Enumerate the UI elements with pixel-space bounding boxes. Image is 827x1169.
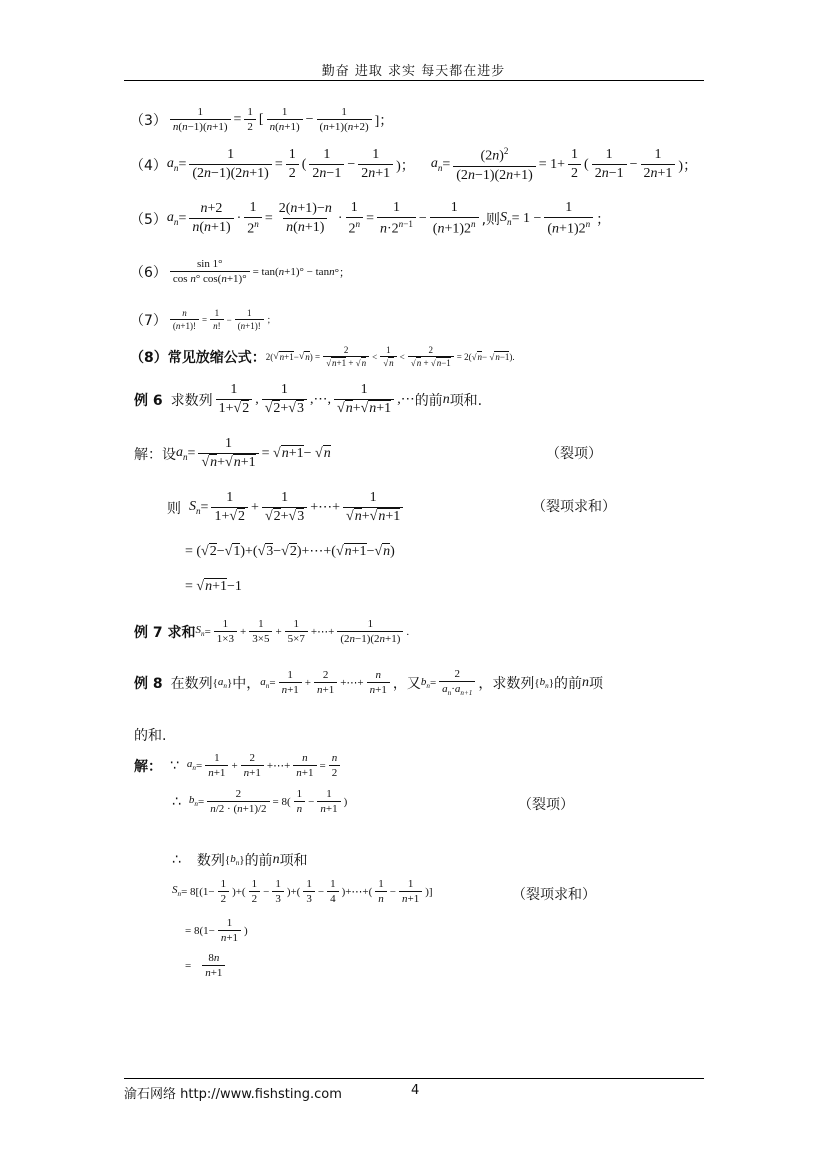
note-liexiang-qiuhe-1: （裂项求和） xyxy=(532,499,616,515)
solution-8-line1: 解： ∵ $a_n$ = $\frac{1}{n+1}$ + $\frac{2}{n+1}$ +⋯+ $\frac{n}{n+1}$ = $\frac{n}{2}$ xyxy=(134,752,343,779)
formula-5: （5） $a_n$ = $\frac{n+2}{n(n+1)}$ · $\frac{1}{2^n}$ = $\frac{2(n+1)-n}{n(n+1)}$ · $\frac{1}{2^n}$ = $\frac{1}{n\cdot 2^{n-1}}$ − $\frac{1}{(n+1)2^n}$ ,则 $S_n$ = 1 − $\frac{1}{(n+1)2^n}$ ； xyxy=(130,200,611,237)
formula-6: （6） $\frac{\sin 1^\circ}{\text{cos n° cos(n+1)°}}$ = tan( n +1)° − tan n °； xyxy=(130,258,350,285)
page-header: 勤奋 进取 求实 每天都在进步 xyxy=(321,64,506,79)
example-8: 例 8 在数列 { $a_n$ } 中， $a_n$ = $\frac{1}{n+1}$ + $\frac{2}{n+1}$ +⋯+ $\frac{n}{n+1}$ ，又 $b_n$ = $\frac{2}{a_n\cdot a_{n+1}}$ ，求数列 { $b_n$ } 的前 n 项 xyxy=(134,668,604,698)
solution-8-line4: $S_n$ = 8[(1− $\frac{1}{2}$ )+( $\frac{1}{2}$ − $\frac{1}{3}$ )+( $\frac{1}{3}$ − $\frac{1}{4}$ )+⋯+( $\frac{1}{n}$ − $\frac{1}{n+1}$ )] xyxy=(172,878,433,905)
header-rule xyxy=(124,80,704,81)
solution-6-line4: = √ n+1 −1 xyxy=(185,578,242,594)
formula-8: （8）常见放缩公式： 2( √ n+1 − √ n ) = $\frac{2}{√n+1 + √n}$ < $\frac{1}{√n}$ < $\frac{2}{√n + √n-1}$ = 2(√ n − √ n−1 ). xyxy=(130,345,515,368)
page-number: 4 xyxy=(411,1083,420,1098)
footer-site: 渝石网络 http://www.fishsting.com xyxy=(124,1087,342,1102)
example-7: 例 7 求和 $S_n$ = $\frac{1}{1\times 3}$ + $\frac{1}{3\times 5}$ + $\frac{1}{5\times 7}$ +⋯+ $\frac{1}{(2n-1)(2n+1)}$ . xyxy=(134,618,410,645)
solution-6-line2: 则 $S_n$ = $\frac{1}{1+√2}$ + $\frac{1}{√2+√3}$ +⋯+ $\frac{1}{√n+√n+1}$ xyxy=(167,490,406,525)
solution-6-line1: 解：设 $a_n$ = $\frac{1}{√n+√n+1}$ = √ n+1 − √ n xyxy=(134,436,331,470)
solution-6-line3: = (√ 2 −√ 1 )+(√ 3 −√ 2 )+⋯+(√ n+1 −√ n ) xyxy=(185,543,395,559)
example-8-cont: 的和. xyxy=(134,728,167,744)
solution-8-line2: ∴ $b_n$ = $\frac{2}{n/2 \cdot (n+1)/2}$ = 8( $\frac{1}{n}$ − $\frac{1}{n+1}$ ) xyxy=(172,788,348,815)
note-liexiang-2: （裂项） xyxy=(518,797,574,813)
formula-7: （7） $\frac{n}{(n+1)!}$ = $\frac{1}{n!}$ − $\frac{1}{(n+1)!}$ ； xyxy=(130,308,276,331)
page-footer xyxy=(124,1083,420,1102)
example-6: 例 6 求数列 $\frac{1}{1+√2}$ , $\frac{1}{√2+√3}$ ,⋯, $\frac{1}{√n+√n+1}$ ,⋯ 的前 n 项和. xyxy=(134,382,483,416)
solution-8-line5: = 8(1− $\frac{1}{n+1}$ ) xyxy=(185,917,248,944)
note-liexiang-qiuhe-2: （裂项求和） xyxy=(512,887,596,903)
formula-4: （4） $a_n$ = $\frac{1}{(2n-1)(2n+1)}$ = $\frac{1}{2}$ ( $\frac{1}{2n-1}$ − $\frac{1}{2n+1}$ )； $a_n$ = $\frac{(2n)^2}{(2n-1)(2n+1)}$ = 1+ $\frac{1}{2}$ ( $\frac{1}{2n-1}$ − $\frac{1}{2n+1}$ )； xyxy=(130,146,698,183)
note-liexiang-1: （裂项） xyxy=(546,446,602,462)
solution-8-line6: = $\frac{8n}{n+1}$ xyxy=(185,952,228,979)
footer-rule xyxy=(124,1078,704,1079)
formula-3: （3） $\frac{1}{n(n-1)(n+1)}$ = $\frac{1}{2}$ [ $\frac{1}{n(n+1)}$ − $\frac{1}{(n+1)(n+2)}$ ]； xyxy=(130,106,394,133)
solution-8-line3: ∴ 数列 { $b_n$ } 的前 n 项和 xyxy=(172,852,308,869)
